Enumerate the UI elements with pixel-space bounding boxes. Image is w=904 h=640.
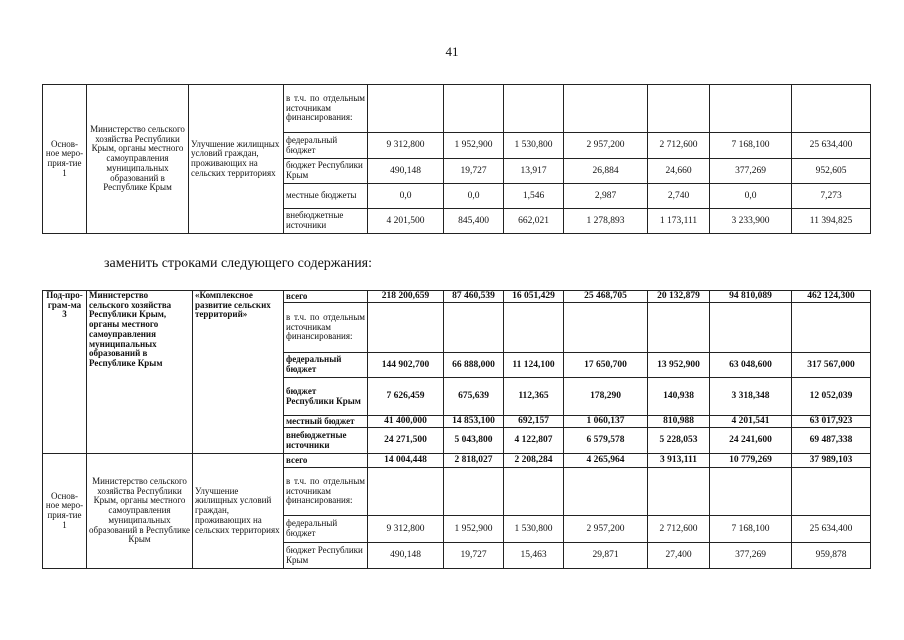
amount-cell: 1 530,800 xyxy=(504,133,564,159)
amount-cell xyxy=(648,303,710,353)
amount-cell xyxy=(710,303,792,353)
amount-cell xyxy=(710,85,792,133)
program-code-cell: Основ-ное меро-прия-тие 1 xyxy=(43,454,87,569)
amount-cell xyxy=(792,85,871,133)
amount-cell: 13 952,900 xyxy=(648,353,710,378)
replace-caption: заменить строками следующего содержания: xyxy=(104,256,373,271)
amount-cell: 63 017,923 xyxy=(792,416,871,428)
amount-cell: 25 634,400 xyxy=(792,516,871,543)
funding-source-cell: внебюджетные источники xyxy=(284,209,368,234)
amount-cell: 13,917 xyxy=(504,159,564,184)
funding-source-cell: федеральный бюджет xyxy=(284,353,368,378)
amount-cell xyxy=(444,468,504,516)
amount-cell: 24 271,500 xyxy=(368,428,444,454)
amount-cell: 25 634,400 xyxy=(792,133,871,159)
amount-cell: 27,400 xyxy=(648,543,710,569)
amount-cell: 2,987 xyxy=(564,184,648,209)
replacement-rows-table xyxy=(42,290,871,569)
amount-cell: 7,273 xyxy=(792,184,871,209)
amount-cell: 41 400,000 xyxy=(368,416,444,428)
funding-source-cell: местные бюджеты xyxy=(284,184,368,209)
funding-source-cell: бюджет Республики Крым xyxy=(284,543,368,569)
amount-cell xyxy=(368,303,444,353)
funding-source-cell: в т.ч. по отдельным источникам финансирования: xyxy=(284,85,368,133)
amount-cell: 37 989,103 xyxy=(792,454,871,468)
amount-cell: 3 913,111 xyxy=(648,454,710,468)
funding-source-cell: в т.ч. по отдельным источникам финансирования: xyxy=(284,303,368,353)
amount-cell xyxy=(444,85,504,133)
amount-cell: 9 312,800 xyxy=(368,133,444,159)
amount-cell: 20 132,879 xyxy=(648,291,710,303)
amount-cell: 11 394,825 xyxy=(792,209,871,234)
table-row xyxy=(43,85,871,133)
responsible-executor-cell: Министерство сельского хозяйства Республики Крым, органы местного самоуправления муниципальных образований в Республике Крым xyxy=(87,291,193,454)
amount-cell xyxy=(564,468,648,516)
amount-cell: 2 712,600 xyxy=(648,516,710,543)
amount-cell: 952,605 xyxy=(792,159,871,184)
funding-source-cell: в т.ч. по отдельным источникам финансирования: xyxy=(284,468,368,516)
amount-cell: 4 122,807 xyxy=(504,428,564,454)
amount-cell: 112,365 xyxy=(504,378,564,416)
program-name-cell: Улучшение жилищных условий граждан, проживающих на сельских территориях xyxy=(193,454,284,569)
amount-cell: 3 318,348 xyxy=(710,378,792,416)
amount-cell: 1 173,111 xyxy=(648,209,710,234)
responsible-executor-cell: Министерство сельского хозяйства Республики Крым, органы местного самоуправления муниципальных образований в Республике Крым xyxy=(87,454,193,569)
funding-source-cell: всего xyxy=(284,454,368,468)
funding-source-cell: внебюджетные источники xyxy=(284,428,368,454)
funding-source-cell: всего xyxy=(284,291,368,303)
amount-cell xyxy=(368,468,444,516)
amount-cell: 26,884 xyxy=(564,159,648,184)
amount-cell: 19,727 xyxy=(444,543,504,569)
amount-cell: 24 241,600 xyxy=(710,428,792,454)
table-row xyxy=(43,454,871,468)
program-name-cell: «Комплексное развитие сельских территорий» xyxy=(193,291,284,454)
amount-cell xyxy=(792,468,871,516)
amount-cell xyxy=(504,303,564,353)
amount-cell: 3 233,900 xyxy=(710,209,792,234)
amount-cell: 17 650,700 xyxy=(564,353,648,378)
amount-cell: 692,157 xyxy=(504,416,564,428)
amount-cell: 4 265,964 xyxy=(564,454,648,468)
amount-cell: 25 468,705 xyxy=(564,291,648,303)
amount-cell xyxy=(792,303,871,353)
amount-cell: 63 048,600 xyxy=(710,353,792,378)
amount-cell: 490,148 xyxy=(368,159,444,184)
amount-cell xyxy=(648,468,710,516)
amount-cell xyxy=(648,85,710,133)
amount-cell: 14 004,448 xyxy=(368,454,444,468)
funding-source-cell: федеральный бюджет xyxy=(284,133,368,159)
amount-cell xyxy=(444,303,504,353)
amount-cell: 2 957,200 xyxy=(564,516,648,543)
amount-cell: 16 051,429 xyxy=(504,291,564,303)
amount-cell: 69 487,338 xyxy=(792,428,871,454)
amount-cell: 7 168,100 xyxy=(710,133,792,159)
amount-cell xyxy=(504,85,564,133)
amount-cell: 9 312,800 xyxy=(368,516,444,543)
amount-cell xyxy=(564,85,648,133)
amount-cell xyxy=(504,468,564,516)
amount-cell: 29,871 xyxy=(564,543,648,569)
amount-cell: 140,938 xyxy=(648,378,710,416)
amount-cell: 178,290 xyxy=(564,378,648,416)
amount-cell: 14 853,100 xyxy=(444,416,504,428)
amount-cell: 1 530,800 xyxy=(504,516,564,543)
funding-source-cell: бюджет Республики Крым xyxy=(284,159,368,184)
table-row xyxy=(43,291,871,303)
amount-cell: 0,0 xyxy=(710,184,792,209)
amount-cell: 377,269 xyxy=(710,159,792,184)
responsible-executor-cell: Министерство сельского хозяйства Республики Крым, органы местного самоуправления муниципальных образований в Республике Крым xyxy=(87,85,189,234)
funding-source-cell: местный бюджет xyxy=(284,416,368,428)
amount-cell: 15,463 xyxy=(504,543,564,569)
amount-cell: 845,400 xyxy=(444,209,504,234)
program-code-cell: Под-про-грам-ма 3 xyxy=(43,291,87,454)
amount-cell: 87 460,539 xyxy=(444,291,504,303)
amount-cell: 218 200,659 xyxy=(368,291,444,303)
amount-cell xyxy=(564,303,648,353)
amount-cell: 6 579,578 xyxy=(564,428,648,454)
amount-cell: 1 060,137 xyxy=(564,416,648,428)
amount-cell: 810,988 xyxy=(648,416,710,428)
amount-cell: 2 957,200 xyxy=(564,133,648,159)
amount-cell: 490,148 xyxy=(368,543,444,569)
amount-cell: 2,740 xyxy=(648,184,710,209)
amount-cell: 2 712,600 xyxy=(648,133,710,159)
amount-cell: 1,546 xyxy=(504,184,564,209)
amount-cell: 2 818,027 xyxy=(444,454,504,468)
replaced-rows-table xyxy=(42,84,871,234)
amount-cell: 462 124,300 xyxy=(792,291,871,303)
amount-cell: 11 124,100 xyxy=(504,353,564,378)
program-code-cell: Основ-ное меро-прия-тие 1 xyxy=(43,85,87,234)
amount-cell: 0,0 xyxy=(368,184,444,209)
amount-cell: 4 201,500 xyxy=(368,209,444,234)
page-number: 41 xyxy=(445,44,459,59)
amount-cell xyxy=(710,468,792,516)
amount-cell: 377,269 xyxy=(710,543,792,569)
amount-cell: 5 228,053 xyxy=(648,428,710,454)
amount-cell: 1 952,900 xyxy=(444,516,504,543)
amount-cell: 24,660 xyxy=(648,159,710,184)
amount-cell: 144 902,700 xyxy=(368,353,444,378)
amount-cell: 7 168,100 xyxy=(710,516,792,543)
amount-cell: 66 888,000 xyxy=(444,353,504,378)
amount-cell: 5 043,800 xyxy=(444,428,504,454)
amount-cell: 959,878 xyxy=(792,543,871,569)
amount-cell: 1 952,900 xyxy=(444,133,504,159)
amount-cell: 662,021 xyxy=(504,209,564,234)
amount-cell: 10 779,269 xyxy=(710,454,792,468)
program-name-cell: Улучшение жилищных условий граждан, проживающих на сельских территориях xyxy=(189,85,284,234)
amount-cell xyxy=(368,85,444,133)
amount-cell: 94 810,089 xyxy=(710,291,792,303)
funding-source-cell: бюджет Республики Крым xyxy=(284,378,368,416)
amount-cell: 675,639 xyxy=(444,378,504,416)
amount-cell: 2 208,284 xyxy=(504,454,564,468)
amount-cell: 1 278,893 xyxy=(564,209,648,234)
amount-cell: 19,727 xyxy=(444,159,504,184)
amount-cell: 4 201,541 xyxy=(710,416,792,428)
funding-source-cell: федеральный бюджет xyxy=(284,516,368,543)
amount-cell: 12 052,039 xyxy=(792,378,871,416)
amount-cell: 0,0 xyxy=(444,184,504,209)
amount-cell: 317 567,000 xyxy=(792,353,871,378)
amount-cell: 7 626,459 xyxy=(368,378,444,416)
